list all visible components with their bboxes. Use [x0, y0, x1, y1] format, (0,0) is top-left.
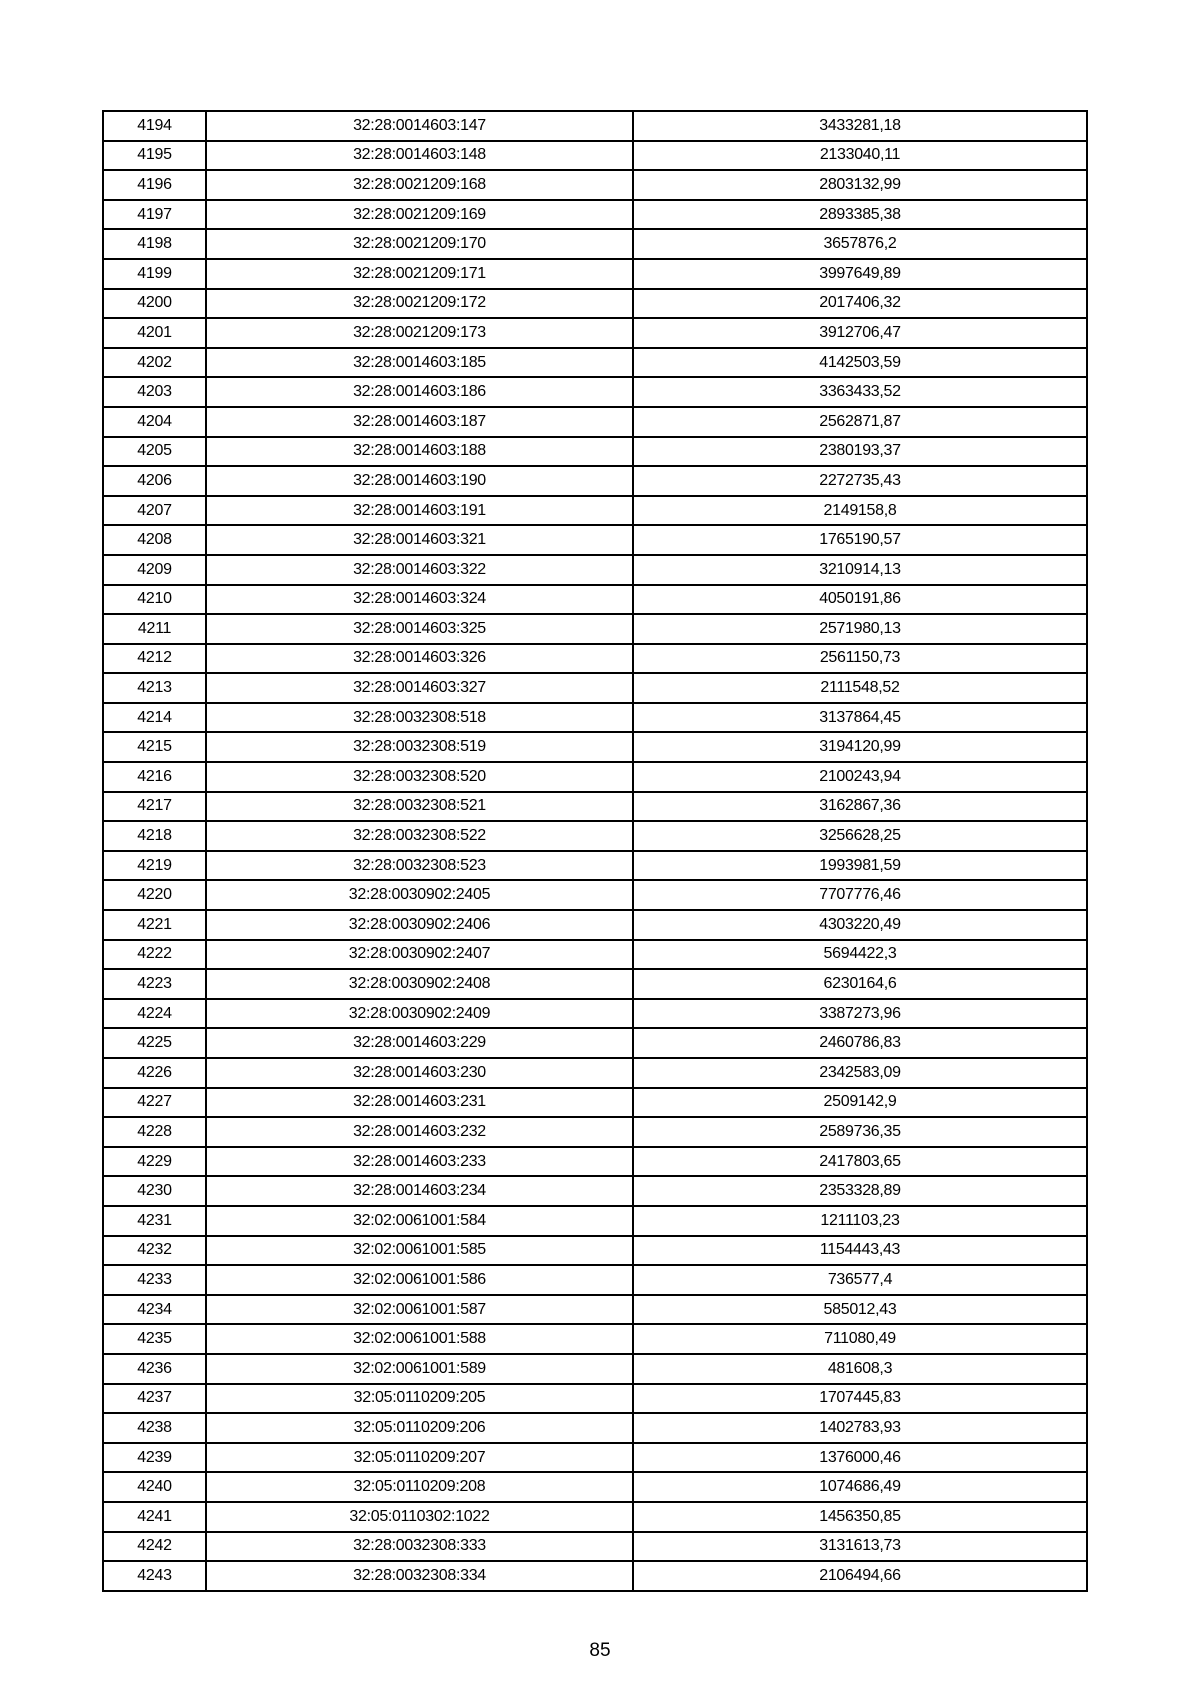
row-number-cell: 4231	[103, 1206, 206, 1236]
row-number-cell: 4203	[103, 377, 206, 407]
table-row	[103, 407, 1087, 437]
table-row	[103, 466, 1087, 496]
row-number-cell: 4214	[103, 703, 206, 733]
cadastral-number-cell: 32:28:0014603:191	[206, 496, 633, 526]
cadastral-number-cell: 32:28:0014603:325	[206, 614, 633, 644]
cadastral-value-cell: 1376000,46	[633, 1443, 1087, 1473]
row-number-cell: 4240	[103, 1472, 206, 1502]
table-row	[103, 999, 1087, 1029]
row-number-cell: 4223	[103, 969, 206, 999]
table-row	[103, 1561, 1087, 1591]
cadastral-value-cell: 1074686,49	[633, 1472, 1087, 1502]
cadastral-number-cell: 32:28:0014603:147	[206, 111, 633, 141]
cadastral-number-cell: 32:28:0014603:232	[206, 1117, 633, 1147]
cadastral-number-cell: 32:28:0032308:520	[206, 762, 633, 792]
cadastral-number-cell: 32:05:0110209:207	[206, 1443, 633, 1473]
cadastral-value-cell: 3131613,73	[633, 1532, 1087, 1562]
cadastral-number-cell: 32:28:0021209:172	[206, 289, 633, 319]
cadastral-value-cell: 4303220,49	[633, 910, 1087, 940]
row-number-cell: 4200	[103, 289, 206, 319]
cadastral-value-cell: 2353328,89	[633, 1176, 1087, 1206]
row-number-cell: 4198	[103, 229, 206, 259]
cadastral-value-cell: 7707776,46	[633, 880, 1087, 910]
row-number-cell: 4204	[103, 407, 206, 437]
row-number-cell: 4228	[103, 1117, 206, 1147]
cadastral-number-cell: 32:05:0110209:205	[206, 1384, 633, 1414]
row-number-cell: 4197	[103, 200, 206, 230]
cadastral-value-cell: 1456350,85	[633, 1502, 1087, 1532]
table-row	[103, 1354, 1087, 1384]
row-number-cell: 4199	[103, 259, 206, 289]
cadastral-value-cell: 2272735,43	[633, 466, 1087, 496]
cadastral-value-cell: 1707445,83	[633, 1384, 1087, 1414]
table-row	[103, 170, 1087, 200]
cadastral-number-cell: 32:28:0014603:327	[206, 673, 633, 703]
cadastral-value-cell: 1993981,59	[633, 851, 1087, 881]
row-number-cell: 4201	[103, 318, 206, 348]
cadastral-value-cell: 2380193,37	[633, 437, 1087, 467]
cadastral-number-cell: 32:02:0061001:586	[206, 1265, 633, 1295]
table-row	[103, 1176, 1087, 1206]
table-row	[103, 289, 1087, 319]
cadastral-number-cell: 32:28:0014603:322	[206, 555, 633, 585]
cadastral-number-cell: 32:28:0014603:185	[206, 348, 633, 378]
table-row	[103, 1324, 1087, 1354]
row-number-cell: 4194	[103, 111, 206, 141]
cadastral-value-cell: 481608,3	[633, 1354, 1087, 1384]
table-row	[103, 377, 1087, 407]
row-number-cell: 4234	[103, 1295, 206, 1325]
cadastral-value-cell: 3256628,25	[633, 821, 1087, 851]
cadastral-number-cell: 32:28:0032308:519	[206, 732, 633, 762]
cadastral-value-cell: 2561150,73	[633, 644, 1087, 674]
row-number-cell: 4217	[103, 792, 206, 822]
row-number-cell: 4239	[103, 1443, 206, 1473]
cadastral-value-cell: 1402783,93	[633, 1413, 1087, 1443]
cadastral-value-cell: 1154443,43	[633, 1236, 1087, 1266]
table-row	[103, 229, 1087, 259]
cadastral-number-cell: 32:28:0030902:2409	[206, 999, 633, 1029]
cadastral-number-cell: 32:05:0110209:206	[206, 1413, 633, 1443]
cadastral-number-cell: 32:02:0061001:584	[206, 1206, 633, 1236]
cadastral-number-cell: 32:28:0014603:324	[206, 585, 633, 615]
row-number-cell: 4242	[103, 1532, 206, 1562]
cadastral-number-cell: 32:28:0014603:190	[206, 466, 633, 496]
table-row	[103, 555, 1087, 585]
cadastral-value-cell: 2460786,83	[633, 1028, 1087, 1058]
cadastral-number-cell: 32:28:0032308:523	[206, 851, 633, 881]
cadastral-number-cell: 32:28:0032308:333	[206, 1532, 633, 1562]
table-row	[103, 1206, 1087, 1236]
table-row	[103, 1028, 1087, 1058]
table-body	[103, 111, 1087, 1591]
row-number-cell: 4218	[103, 821, 206, 851]
row-number-cell: 4230	[103, 1176, 206, 1206]
cadastral-value-cell: 3657876,2	[633, 229, 1087, 259]
table-row	[103, 880, 1087, 910]
row-number-cell: 4211	[103, 614, 206, 644]
row-number-cell: 4220	[103, 880, 206, 910]
table-row	[103, 762, 1087, 792]
row-number-cell: 4233	[103, 1265, 206, 1295]
table-row	[103, 614, 1087, 644]
cadastral-number-cell: 32:28:0014603:234	[206, 1176, 633, 1206]
table-row	[103, 200, 1087, 230]
cadastral-value-cell: 2417803,65	[633, 1147, 1087, 1177]
table-row	[103, 1058, 1087, 1088]
table-row	[103, 644, 1087, 674]
row-number-cell: 4196	[103, 170, 206, 200]
cadastral-value-cell: 2562871,87	[633, 407, 1087, 437]
cadastral-number-cell: 32:28:0030902:2406	[206, 910, 633, 940]
table-row	[103, 851, 1087, 881]
cadastral-value-cell: 2803132,99	[633, 170, 1087, 200]
cadastral-value-cell: 3912706,47	[633, 318, 1087, 348]
cadastral-number-cell: 32:02:0061001:587	[206, 1295, 633, 1325]
row-number-cell: 4215	[103, 732, 206, 762]
row-number-cell: 4222	[103, 940, 206, 970]
cadastral-value-cell: 3997649,89	[633, 259, 1087, 289]
row-number-cell: 4202	[103, 348, 206, 378]
cadastral-value-cell: 2111548,52	[633, 673, 1087, 703]
row-number-cell: 4206	[103, 466, 206, 496]
cadastral-value-cell: 1765190,57	[633, 525, 1087, 555]
row-number-cell: 4224	[103, 999, 206, 1029]
cadastral-value-cell: 3210914,13	[633, 555, 1087, 585]
cadastral-number-cell: 32:28:0014603:186	[206, 377, 633, 407]
cadastral-value-cell: 2133040,11	[633, 141, 1087, 171]
cadastral-number-cell: 32:28:0014603:230	[206, 1058, 633, 1088]
table-row	[103, 1265, 1087, 1295]
cadastral-number-cell: 32:28:0021209:168	[206, 170, 633, 200]
row-number-cell: 4226	[103, 1058, 206, 1088]
cadastral-number-cell: 32:28:0014603:148	[206, 141, 633, 171]
cadastral-value-cell: 2342583,09	[633, 1058, 1087, 1088]
cadastral-number-cell: 32:28:0032308:518	[206, 703, 633, 733]
row-number-cell: 4227	[103, 1088, 206, 1118]
cadastral-number-cell: 32:28:0021209:173	[206, 318, 633, 348]
cadastral-number-cell: 32:05:0110209:208	[206, 1472, 633, 1502]
cadastral-number-cell: 32:02:0061001:588	[206, 1324, 633, 1354]
cadastral-number-cell: 32:28:0014603:321	[206, 525, 633, 555]
table-row	[103, 141, 1087, 171]
cadastral-number-cell: 32:02:0061001:585	[206, 1236, 633, 1266]
cadastral-value-cell: 4142503,59	[633, 348, 1087, 378]
cadastral-value-cell: 2017406,32	[633, 289, 1087, 319]
table-row	[103, 1472, 1087, 1502]
cadastral-number-cell: 32:28:0021209:171	[206, 259, 633, 289]
cadastral-value-cell: 3162867,36	[633, 792, 1087, 822]
table-row	[103, 585, 1087, 615]
cadastral-value-cell: 3387273,96	[633, 999, 1087, 1029]
cadastral-value-cell: 3363433,52	[633, 377, 1087, 407]
cadastral-value-cell: 3194120,99	[633, 732, 1087, 762]
table-row	[103, 1147, 1087, 1177]
cadastral-number-cell: 32:28:0014603:188	[206, 437, 633, 467]
row-number-cell: 4235	[103, 1324, 206, 1354]
table-row	[103, 792, 1087, 822]
row-number-cell: 4210	[103, 585, 206, 615]
page-number: 85	[589, 1640, 611, 1661]
table-row	[103, 259, 1087, 289]
cadastral-value-cell: 6230164,6	[633, 969, 1087, 999]
row-number-cell: 4207	[103, 496, 206, 526]
cadastral-number-cell: 32:28:0030902:2408	[206, 969, 633, 999]
cadastral-number-cell: 32:02:0061001:589	[206, 1354, 633, 1384]
table-row	[103, 969, 1087, 999]
cadastral-number-cell: 32:28:0030902:2407	[206, 940, 633, 970]
cadastral-value-table	[102, 110, 1088, 1592]
row-number-cell: 4236	[103, 1354, 206, 1384]
table-row	[103, 1295, 1087, 1325]
row-number-cell: 4229	[103, 1147, 206, 1177]
table-row	[103, 1443, 1087, 1473]
row-number-cell: 4241	[103, 1502, 206, 1532]
table-row	[103, 348, 1087, 378]
table-row	[103, 1117, 1087, 1147]
table-row	[103, 1088, 1087, 1118]
table-row	[103, 525, 1087, 555]
cadastral-number-cell: 32:28:0021209:170	[206, 229, 633, 259]
cadastral-value-cell: 4050191,86	[633, 585, 1087, 615]
cadastral-number-cell: 32:28:0014603:229	[206, 1028, 633, 1058]
row-number-cell: 4232	[103, 1236, 206, 1266]
row-number-cell: 4212	[103, 644, 206, 674]
table-row	[103, 940, 1087, 970]
cadastral-value-cell: 1211103,23	[633, 1206, 1087, 1236]
table-row	[103, 1413, 1087, 1443]
cadastral-value-cell: 3433281,18	[633, 111, 1087, 141]
cadastral-number-cell: 32:28:0032308:522	[206, 821, 633, 851]
row-number-cell: 4243	[103, 1561, 206, 1591]
table-row	[103, 1236, 1087, 1266]
row-number-cell: 4221	[103, 910, 206, 940]
cadastral-value-cell: 3137864,45	[633, 703, 1087, 733]
cadastral-number-cell: 32:28:0014603:326	[206, 644, 633, 674]
cadastral-value-cell: 2589736,35	[633, 1117, 1087, 1147]
cadastral-value-cell: 736577,4	[633, 1265, 1087, 1295]
row-number-cell: 4213	[103, 673, 206, 703]
cadastral-number-cell: 32:28:0032308:521	[206, 792, 633, 822]
cadastral-number-cell: 32:28:0014603:233	[206, 1147, 633, 1177]
cadastral-value-cell: 711080,49	[633, 1324, 1087, 1354]
table-row	[103, 732, 1087, 762]
table-row	[103, 1502, 1087, 1532]
cadastral-value-cell: 2100243,94	[633, 762, 1087, 792]
table-row	[103, 1532, 1087, 1562]
cadastral-value-cell: 2509142,9	[633, 1088, 1087, 1118]
table-row	[103, 910, 1087, 940]
table-row	[103, 111, 1087, 141]
row-number-cell: 4225	[103, 1028, 206, 1058]
row-number-cell: 4216	[103, 762, 206, 792]
row-number-cell: 4237	[103, 1384, 206, 1414]
cadastral-value-cell: 585012,43	[633, 1295, 1087, 1325]
table-row	[103, 673, 1087, 703]
cadastral-value-cell: 2106494,66	[633, 1561, 1087, 1591]
cadastral-number-cell: 32:28:0014603:231	[206, 1088, 633, 1118]
table-row	[103, 437, 1087, 467]
cadastral-number-cell: 32:28:0014603:187	[206, 407, 633, 437]
cadastral-value-cell: 2893385,38	[633, 200, 1087, 230]
row-number-cell: 4238	[103, 1413, 206, 1443]
cadastral-value-cell: 2571980,13	[633, 614, 1087, 644]
table-row	[103, 496, 1087, 526]
cadastral-value-cell: 5694422,3	[633, 940, 1087, 970]
cadastral-value-cell: 2149158,8	[633, 496, 1087, 526]
table-row	[103, 821, 1087, 851]
cadastral-number-cell: 32:05:0110302:1022	[206, 1502, 633, 1532]
table-row	[103, 1384, 1087, 1414]
cadastral-number-cell: 32:28:0032308:334	[206, 1561, 633, 1591]
row-number-cell: 4209	[103, 555, 206, 585]
cadastral-number-cell: 32:28:0030902:2405	[206, 880, 633, 910]
row-number-cell: 4195	[103, 141, 206, 171]
cadastral-number-cell: 32:28:0021209:169	[206, 200, 633, 230]
table-row	[103, 318, 1087, 348]
row-number-cell: 4219	[103, 851, 206, 881]
row-number-cell: 4208	[103, 525, 206, 555]
row-number-cell: 4205	[103, 437, 206, 467]
table-row	[103, 703, 1087, 733]
